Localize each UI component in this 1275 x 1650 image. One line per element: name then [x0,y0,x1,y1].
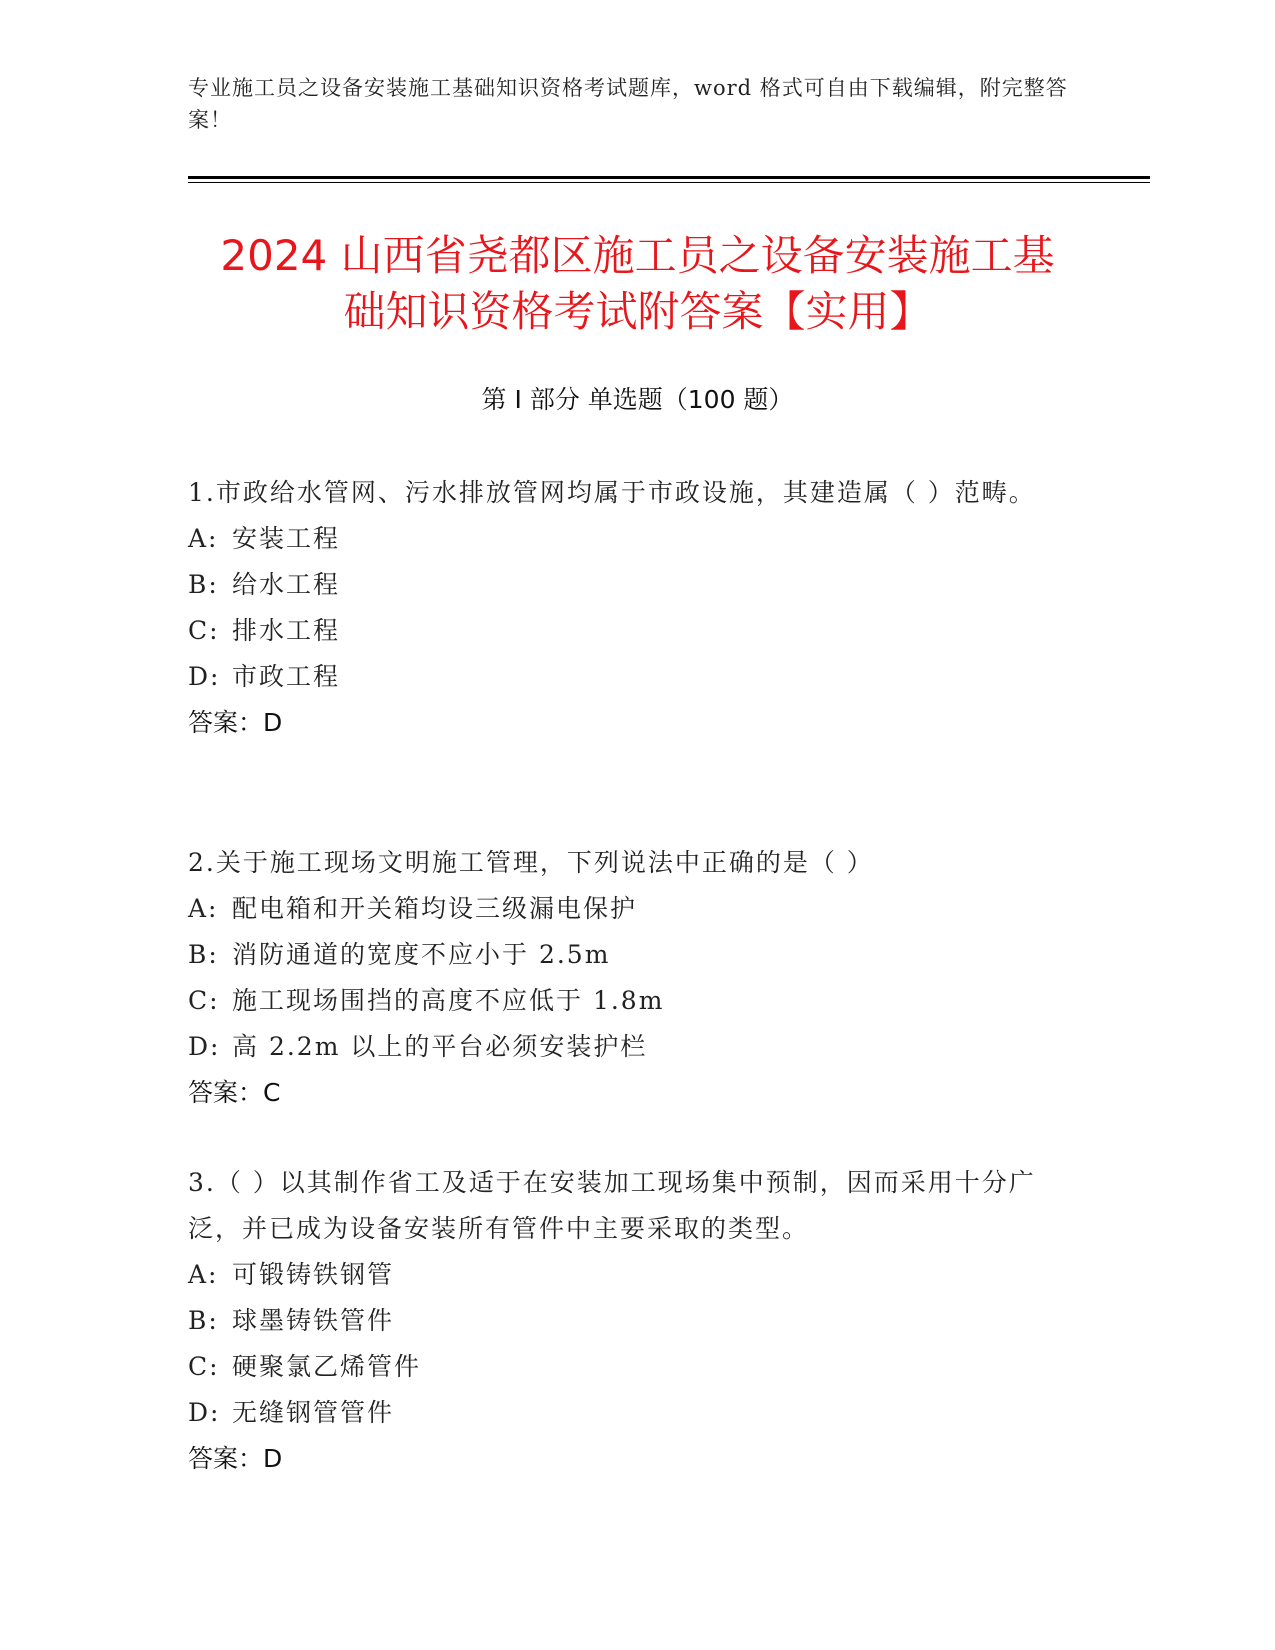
option-a [188,886,1088,932]
option-text: 配电箱和开关箱均设三级漏电保护 [232,894,638,923]
option-key: A: [188,524,219,553]
question-text: 1.市政给水管网、污水排放管网均属于市政设施，其建造属（ ）范畴。 [188,478,1036,507]
answer: 答案：C [188,1078,281,1107]
answer: 答案：D [188,1444,283,1473]
option-text: 硬聚氯乙烯管件 [232,1352,422,1381]
option-key: A: [188,894,219,923]
option-b [188,562,1088,608]
question-text: 2.关于施工现场文明施工管理，下列说法中正确的是（ ） [188,848,874,877]
question-text: 3.（ ）以其制作省工及适于在安装加工现场集中预制，因而采用十分广泛，并已成为设备安装所有管件中主要采取的类型。 [188,1168,1036,1243]
option-d [188,1390,1088,1436]
option-b [188,1298,1088,1344]
option-text: 排水工程 [232,616,341,645]
option-text: 给水工程 [232,570,341,599]
section-heading: 第 I 部分 单选题（100 题） [481,385,794,414]
option-key: C: [188,1352,220,1381]
document-title-line-2: 础知识资格考试附答案【实用】 [343,287,932,336]
option-a [188,1252,1088,1298]
header-rule-thin [188,182,1150,183]
document-title-line-1: 2024 山西省尧都区施工员之设备安装施工基 [220,231,1055,280]
answer: 答案：D [188,708,283,737]
option-key: C: [188,986,220,1015]
option-key: D: [188,1032,221,1061]
option-text: 消防通道的宽度不应小于 2.5m [232,940,611,969]
question-2 [188,840,1088,1116]
option-a [188,516,1088,562]
header-rule-thick [188,176,1150,179]
option-text: 无缝钢管管件 [232,1398,395,1427]
option-text: 可锻铸铁钢管 [232,1260,395,1289]
option-text: 高 2.2m 以上的平台必须安装护栏 [232,1032,648,1061]
question-3 [188,1160,1088,1482]
option-key: B: [188,1306,219,1335]
option-key: B: [188,940,219,969]
option-d [188,1024,1088,1070]
option-key: D: [188,662,221,691]
header-note: 专业施工员之设备安装施工基础知识资格考试题库，word 格式可自由下载编辑，附完整答案！ [188,76,1068,132]
option-key: B: [188,570,219,599]
option-c [188,978,1088,1024]
option-text: 施工现场围挡的高度不应低于 1.8m [232,986,665,1015]
option-c [188,608,1088,654]
option-d [188,654,1088,700]
option-c [188,1344,1088,1390]
option-text: 安装工程 [232,524,341,553]
option-key: C: [188,616,220,645]
option-b [188,932,1088,978]
option-text: 市政工程 [232,662,341,691]
document-title [150,228,1125,340]
option-key: A: [188,1260,219,1289]
option-text: 球墨铸铁管件 [232,1306,395,1335]
question-1 [188,470,1088,746]
option-key: D: [188,1398,221,1427]
